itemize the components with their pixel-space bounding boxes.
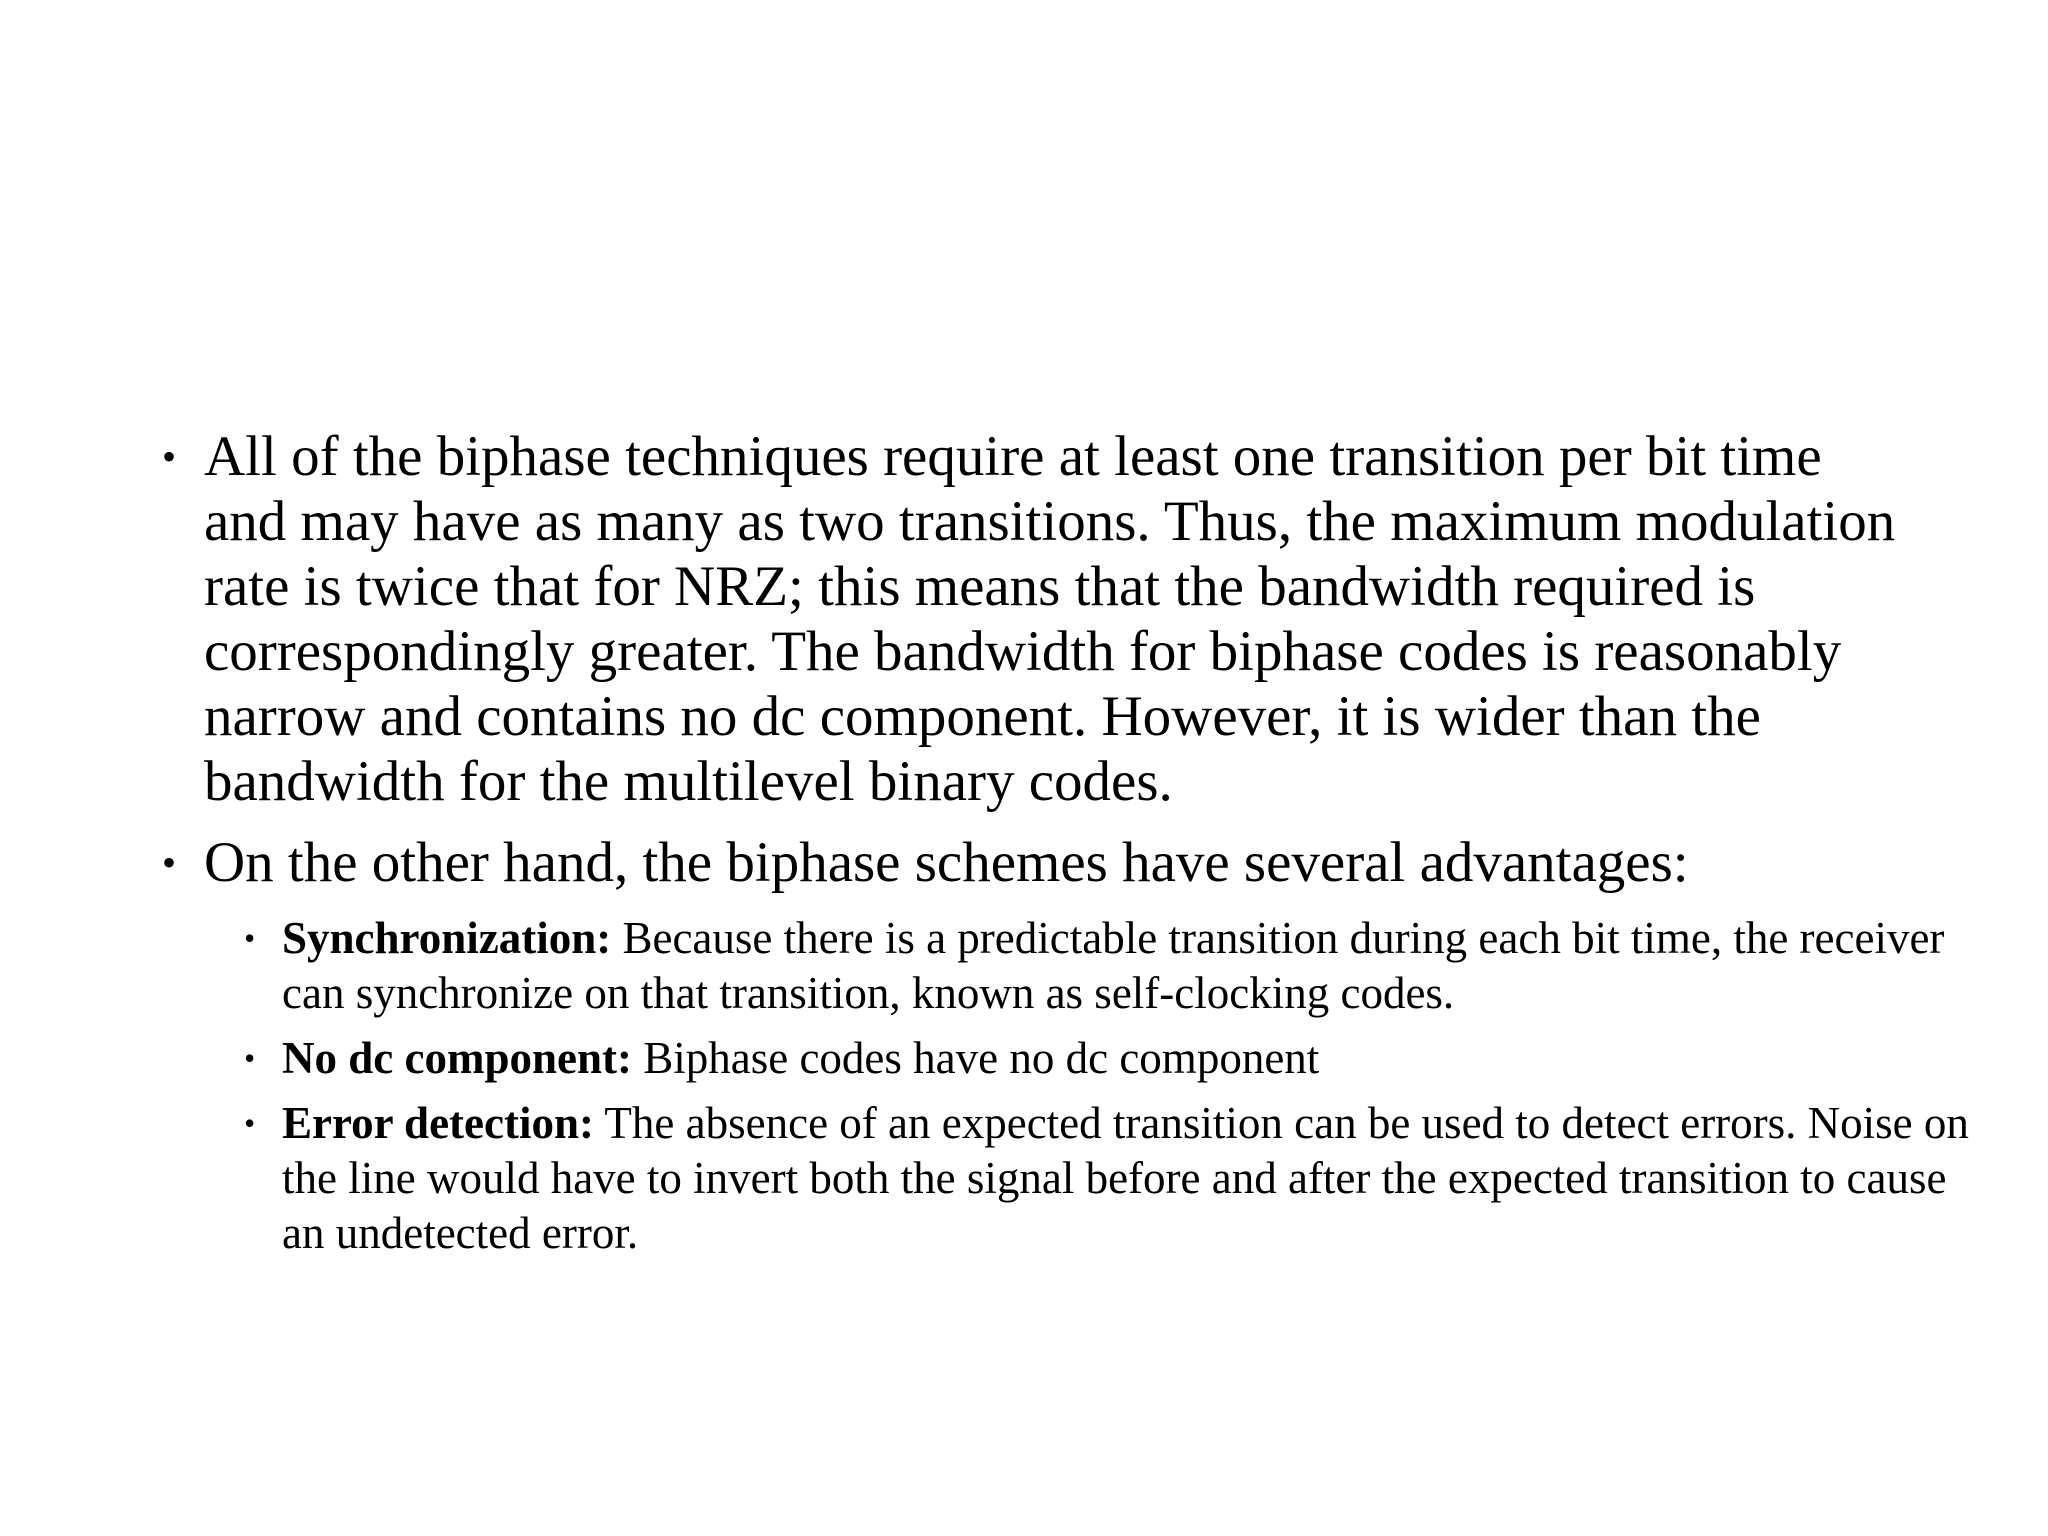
term-no-dc-component: No dc component:: [282, 1033, 632, 1083]
bullet-dot: •: [162, 840, 177, 885]
sub-bullet-text: Because there is a predictable transition during each bit time, the receiver can synchronize on that transition, known as self-clocking codes.: [282, 913, 1945, 1018]
bullet-text: All of the biphase techniques require at least one transition per bit time and may have as many as two transitions. Thus, the maximum modulation rate is twice that for NRZ; this means that the bandwidth required is correspondingly greater. The bandwidth for biphase codes is reasonably narrow and contains no dc component. However, it is wider than the bandwidth for the multilevel binary codes.: [204, 425, 1896, 813]
bullet-dot: •: [162, 434, 177, 479]
advantages-list: [162, 911, 1969, 1261]
term-error-detection: Error detection:: [282, 1098, 594, 1148]
bullet-item: [162, 830, 1902, 895]
sub-bullet-dot: •: [244, 1040, 256, 1076]
bullet-text: On the other hand, the biphase schemes have several advantages:: [204, 831, 1689, 894]
term-synchronization: Synchronization:: [282, 913, 612, 963]
sub-bullet-dot: •: [244, 1105, 256, 1141]
sub-bullet-item: [244, 1096, 1982, 1261]
slide-body: [162, 424, 1969, 1271]
sub-bullet-item: [244, 1031, 1982, 1086]
sub-bullet-text: The absence of an expected transition can be used to detect errors. Noise on the line would have to invert both the signal before and after the expected transition to cause an undetected error.: [282, 1098, 1969, 1258]
bullet-item: [162, 424, 1902, 814]
sub-bullet-dot: •: [244, 920, 256, 956]
sub-bullet-text: Biphase codes have no dc component: [631, 1033, 1320, 1083]
sub-bullet-item: [244, 911, 1982, 1021]
